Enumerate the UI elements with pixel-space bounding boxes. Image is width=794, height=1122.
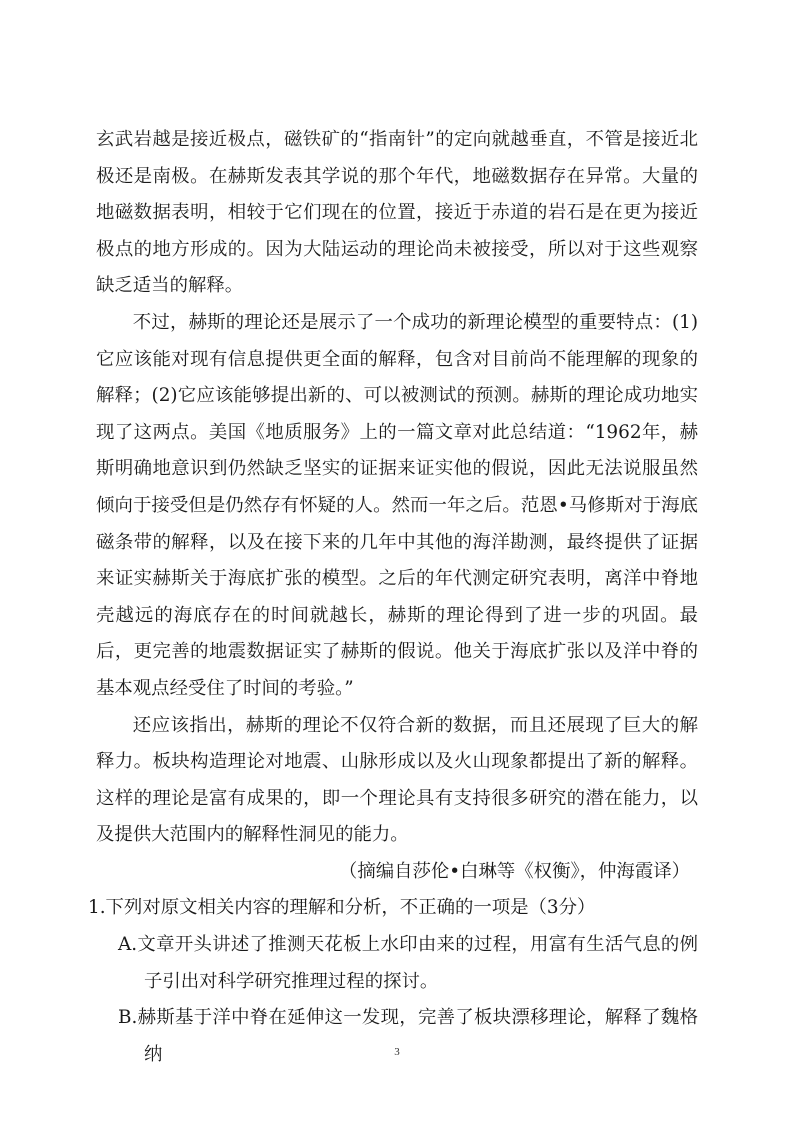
document-body — [88, 122, 698, 1073]
option-a: A.文章开头讲述了推测天花板上水印由来的过程，用富有生活气息的例子引出对科学研究推理过程的探讨。 — [118, 934, 698, 992]
paragraph-2: 不过，赫斯的理论还是展示了一个成功的新理论模型的重要特点：(1)它应该能对现有信息提供更全面的解释，包含对目前尚不能理解的现象的解释；(2)它应该能够提出新的、可以被测试的预测。赫斯的理论成功地实现了这两点。美国《地质服务》上的一篇文章对此总结道：“1962年，赫斯明确地意识到仍然缺乏坚实的证据来证实他的假说，因此无法说服虽然倾向于接受但是仍然存有怀疑的人。然而一年之后。范恩•马修斯对于海底磁条带的解释，以及在接下来的几年中其他的海洋勘测，最终提供了证据来证实赫斯关于海底扩张的模型。之后的年代测定研究表明，离洋中脊地壳越远的海底存在的时间就越长，赫斯的理论得到了进一步的巩固。最后，更完善的地震数据证实了赫斯的假说。他关于海底扩张以及洋中脊的基本观点经受住了时间的考验。” — [96, 311, 698, 699]
option-b: B.赫斯基于洋中脊在延伸这一发现，完善了板块漂移理论，解释了魏格纳 — [118, 1007, 698, 1065]
page-number: 3 — [394, 1046, 400, 1058]
paragraph-1: 玄武岩越是接近极点，磁铁矿的“指南针”的定向就越垂直，不管是接近北极还是南极。在赫斯发表其学说的那个年代，地磁数据存在异常。大量的地磁数据表明，相较于它们现在的位置，接近于赤道的岩石是在更为接近极点的地方形成的。因为大陆运动的理论尚未被接受，所以对于这些观察缺乏适当的解释。 — [96, 129, 698, 297]
source-citation: （摘编自莎伦•白琳等《权衡》，仲海霞译） — [338, 860, 690, 882]
question-stem: 1.下列对原文相关内容的理解和分析，不正确的一项是（3分） — [88, 897, 596, 919]
paragraph-3: 还应该指出，赫斯的理论不仅符合新的数据，而且还展现了巨大的解释力。板块构造理论对地震、山脉形成以及火山现象都提出了新的解释。这样的理论是富有成果的，即一个理论具有支持很多研究的潜在能力，以及提供大范围内的解释性洞见的能力。 — [96, 714, 698, 846]
